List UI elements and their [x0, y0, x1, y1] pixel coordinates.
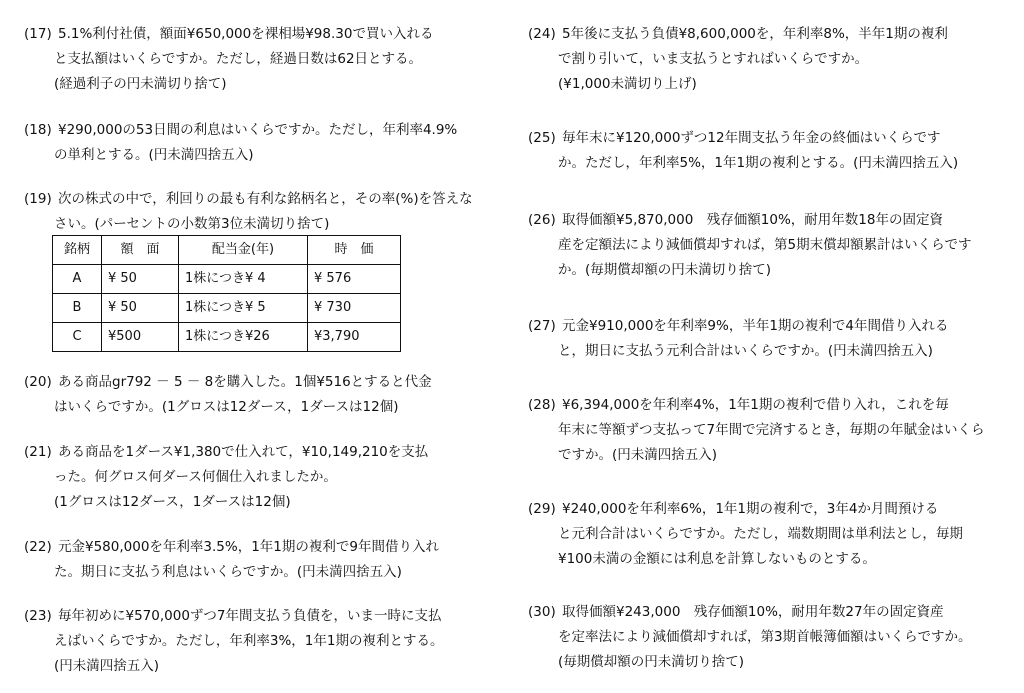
problem-26 [528, 208, 1004, 283]
problem-text: の単利とする。(円未満四捨五入) [54, 146, 254, 163]
problem-note: (円未満四捨五入) [54, 657, 160, 674]
problem-18 [24, 118, 494, 168]
cell-face-value: ¥ 50 [102, 265, 179, 294]
header-dividend: 配当金(年) [179, 236, 308, 265]
problem-text: ¥6,394,000を年利率4%，1年1期の複利で借り入れ，これを毎 [562, 397, 949, 413]
problem-text: 年末に等額ずつ支払って7年間で完済するとき，毎期の年賦金はいくら [558, 421, 985, 438]
cell-price: ¥ 576 [308, 265, 401, 294]
problem-number: (22) [24, 539, 52, 555]
problem-number: (23) [24, 608, 52, 624]
problem-text: えばいくらですか。ただし，年利率3%，1年1期の複利とする。 [54, 632, 444, 649]
problem-text: ¥240,000を年利率6%，1年1期の複利で，3年4か月間預ける [562, 501, 939, 517]
problem-24 [528, 22, 1004, 97]
table-row [53, 294, 401, 323]
problem-text: か。ただし，年利率5%，1年1期の複利とする。(円未満四捨五入) [558, 154, 959, 171]
problem-text: 取得価額¥5,870,000 残存価額10%，耐用年数18年の固定資 [562, 212, 943, 228]
header-price: 時 価 [308, 236, 401, 265]
problem-21 [24, 440, 494, 515]
problem-number: (27) [528, 318, 556, 334]
problem-29 [528, 497, 1004, 572]
problem-number: (26) [528, 212, 556, 228]
problem-text: ある商品を1ダース¥1,380で仕入れて，¥10,149,210を支払 [58, 444, 429, 460]
problem-25 [528, 126, 1004, 176]
problem-number: (21) [24, 444, 52, 460]
problem-note: (毎期償却額の円未満切り捨て) [558, 653, 745, 670]
problem-text: と，期日に支払う元利合計はいくらですか。(円未満四捨五入) [558, 342, 933, 359]
problem-27 [528, 314, 1004, 364]
cell-dividend: 1株につき¥ 4 [179, 265, 308, 294]
problem-number: (28) [528, 397, 556, 413]
problem-text: 元金¥910,000を年利率9%，半年1期の複利で4年間借り入れる [562, 318, 949, 334]
problem-28 [528, 393, 1004, 468]
cell-brand: B [53, 294, 102, 323]
problem-19 [24, 187, 494, 344]
stock-table [52, 235, 401, 352]
problem-text: はいくらですか。(1グロスは12ダース，1ダースは12個) [54, 398, 399, 415]
problem-text: と元利合計はいくらですか。ただし，端数期間は単利法とし，毎期 [558, 525, 963, 542]
problem-text: 産を定額法により減価償却すれば，第5期末償却額累計はいくらです [558, 236, 972, 253]
problem-note: (¥1,000未満切り上げ) [558, 75, 697, 92]
problem-text: ある商品gr792 － 5 － 8を購入した。1個¥516とすると代金 [58, 374, 432, 390]
problem-note: (1グロスは12ダース，1ダースは12個) [54, 493, 291, 510]
problem-23 [24, 604, 494, 679]
table-row [53, 323, 401, 352]
cell-dividend: 1株につき¥26 [179, 323, 308, 352]
problem-text: 5年後に支払う負債¥8,600,000を，年利率8%，半年1期の複利 [562, 26, 948, 42]
problem-number: (19) [24, 191, 52, 207]
problem-22 [24, 535, 494, 585]
header-face-value: 額 面 [102, 236, 179, 265]
problem-note: (経過利子の円未満切り捨て) [54, 75, 227, 92]
problem-number: (29) [528, 501, 556, 517]
problem-text: か。(毎期償却額の円未満切り捨て) [558, 261, 772, 278]
cell-price: ¥ 730 [308, 294, 401, 323]
problem-text: った。何グロス何ダース何個仕入れましたか。 [54, 468, 337, 485]
problem-number: (30) [528, 604, 556, 620]
problem-text: 毎年末に¥120,000ずつ12年間支払う年金の終価はいくらです [562, 130, 941, 146]
problem-text: と支払額はいくらですか。ただし，経過日数は62日とする。 [54, 50, 423, 67]
problem-text: 毎年初めに¥570,000ずつ7年間支払う負債を，いま一時に支払 [58, 608, 442, 624]
problem-text: で割り引いて，いま支払うとすればいくらですか。 [558, 50, 869, 67]
problem-text: 元金¥580,000を年利率3.5%，1年1期の複利で9年間借り入れ [58, 539, 439, 555]
problem-text: ですか。(円未満四捨五入) [558, 446, 718, 463]
problem-text: さい。(パーセントの小数第3位未満切り捨て) [54, 215, 330, 232]
table-header-row [53, 236, 401, 265]
problem-text: を定率法により減価償却すれば，第3期首帳簿価額はいくらですか。 [558, 628, 972, 645]
table-row [53, 265, 401, 294]
header-brand: 銘柄 [53, 236, 102, 265]
cell-face-value: ¥500 [102, 323, 179, 352]
cell-brand: C [53, 323, 102, 352]
problem-number: (25) [528, 130, 556, 146]
problem-17 [24, 22, 494, 97]
problem-text: ¥100未満の金額には利息を計算しないものとする。 [558, 550, 876, 567]
cell-brand: A [53, 265, 102, 294]
cell-dividend: 1株につき¥ 5 [179, 294, 308, 323]
problem-text: 次の株式の中で，利回りの最も有利な銘柄名と，その率(%)を答えな [58, 191, 473, 207]
problem-number: (18) [24, 122, 52, 138]
problem-number: (17) [24, 26, 52, 42]
problem-number: (24) [528, 26, 556, 42]
problem-text: 取得価額¥243,000 残存価額10%，耐用年数27年の固定資産 [562, 604, 944, 620]
cell-price: ¥3,790 [308, 323, 401, 352]
problem-text: ¥290,000の53日間の利息はいくらですか。ただし，年利率4.9% [58, 122, 458, 138]
problem-30 [528, 600, 1004, 675]
problem-20 [24, 370, 494, 420]
problem-text: た。期日に支払う利息はいくらですか。(円未満四捨五入) [54, 563, 402, 580]
cell-face-value: ¥ 50 [102, 294, 179, 323]
problem-number: (20) [24, 374, 52, 390]
problem-text: 5.1%利付社債，額面¥650,000を裸相場¥98.30で買い入れる [58, 26, 434, 42]
